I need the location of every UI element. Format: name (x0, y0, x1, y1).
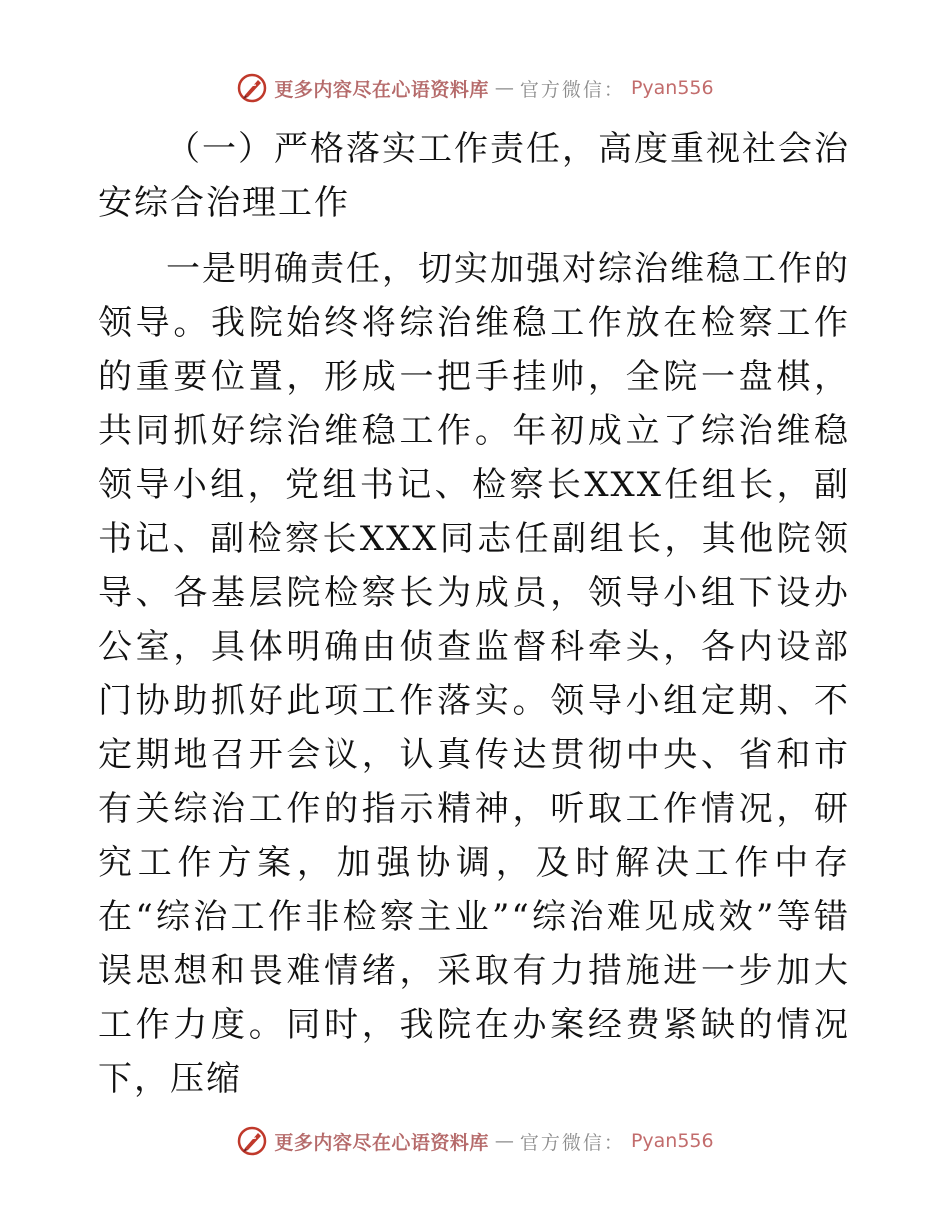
banner-separator: — (494, 77, 514, 99)
banner-wechat-label: 官方微信： (519, 1131, 625, 1154)
quill-pen-logo-icon (236, 72, 268, 104)
header-banner (0, 72, 950, 104)
section-heading: （一）严格落实工作责任，高度重视社会治安综合治理工作 (98, 129, 850, 223)
document-body (98, 122, 850, 1106)
banner-wechat-id: Pyan556 (630, 1130, 714, 1152)
banner-main-text: 更多内容尽在心语资料库 (274, 1131, 489, 1154)
body-paragraph: 一是明确责任，切实加强对综治维稳工作的领导。我院始终将综治维稳工作放在检察工作的重要位置，形成一把手挂帅，全院一盘棋，共同抓好综治维稳工作。年初成立了综治维稳领导小组，党组书记、检察长XXX任组长，副书记、副检察长XXX同志任副组长，其他院领导、各基层院检察长为成员，领导小组下设办公室，具体明确由侦查监督科牵头，各内设部门协助抓好此项工作落实。领导小组定期、不定期地召开会议，认真传达贯彻中央、省和市有关综治工作的指示精神，听取工作情况，研究工作方案，加强协调，及时解决工作中存在“综治工作非检察主业”“综治难见成效”等错误思想和畏难情绪，采取有力措施进一步加大工作力度。同时，我院在办案经费紧缺的情况下，压缩 (98, 249, 850, 1099)
banner-main-text: 更多内容尽在心语资料库 (274, 78, 489, 101)
banner-separator: — (494, 1130, 514, 1152)
quill-pen-logo-icon (236, 1125, 268, 1157)
banner-wechat-id: Pyan556 (630, 77, 714, 99)
footer-banner (0, 1125, 950, 1157)
banner-wechat-label: 官方微信： (519, 78, 625, 101)
